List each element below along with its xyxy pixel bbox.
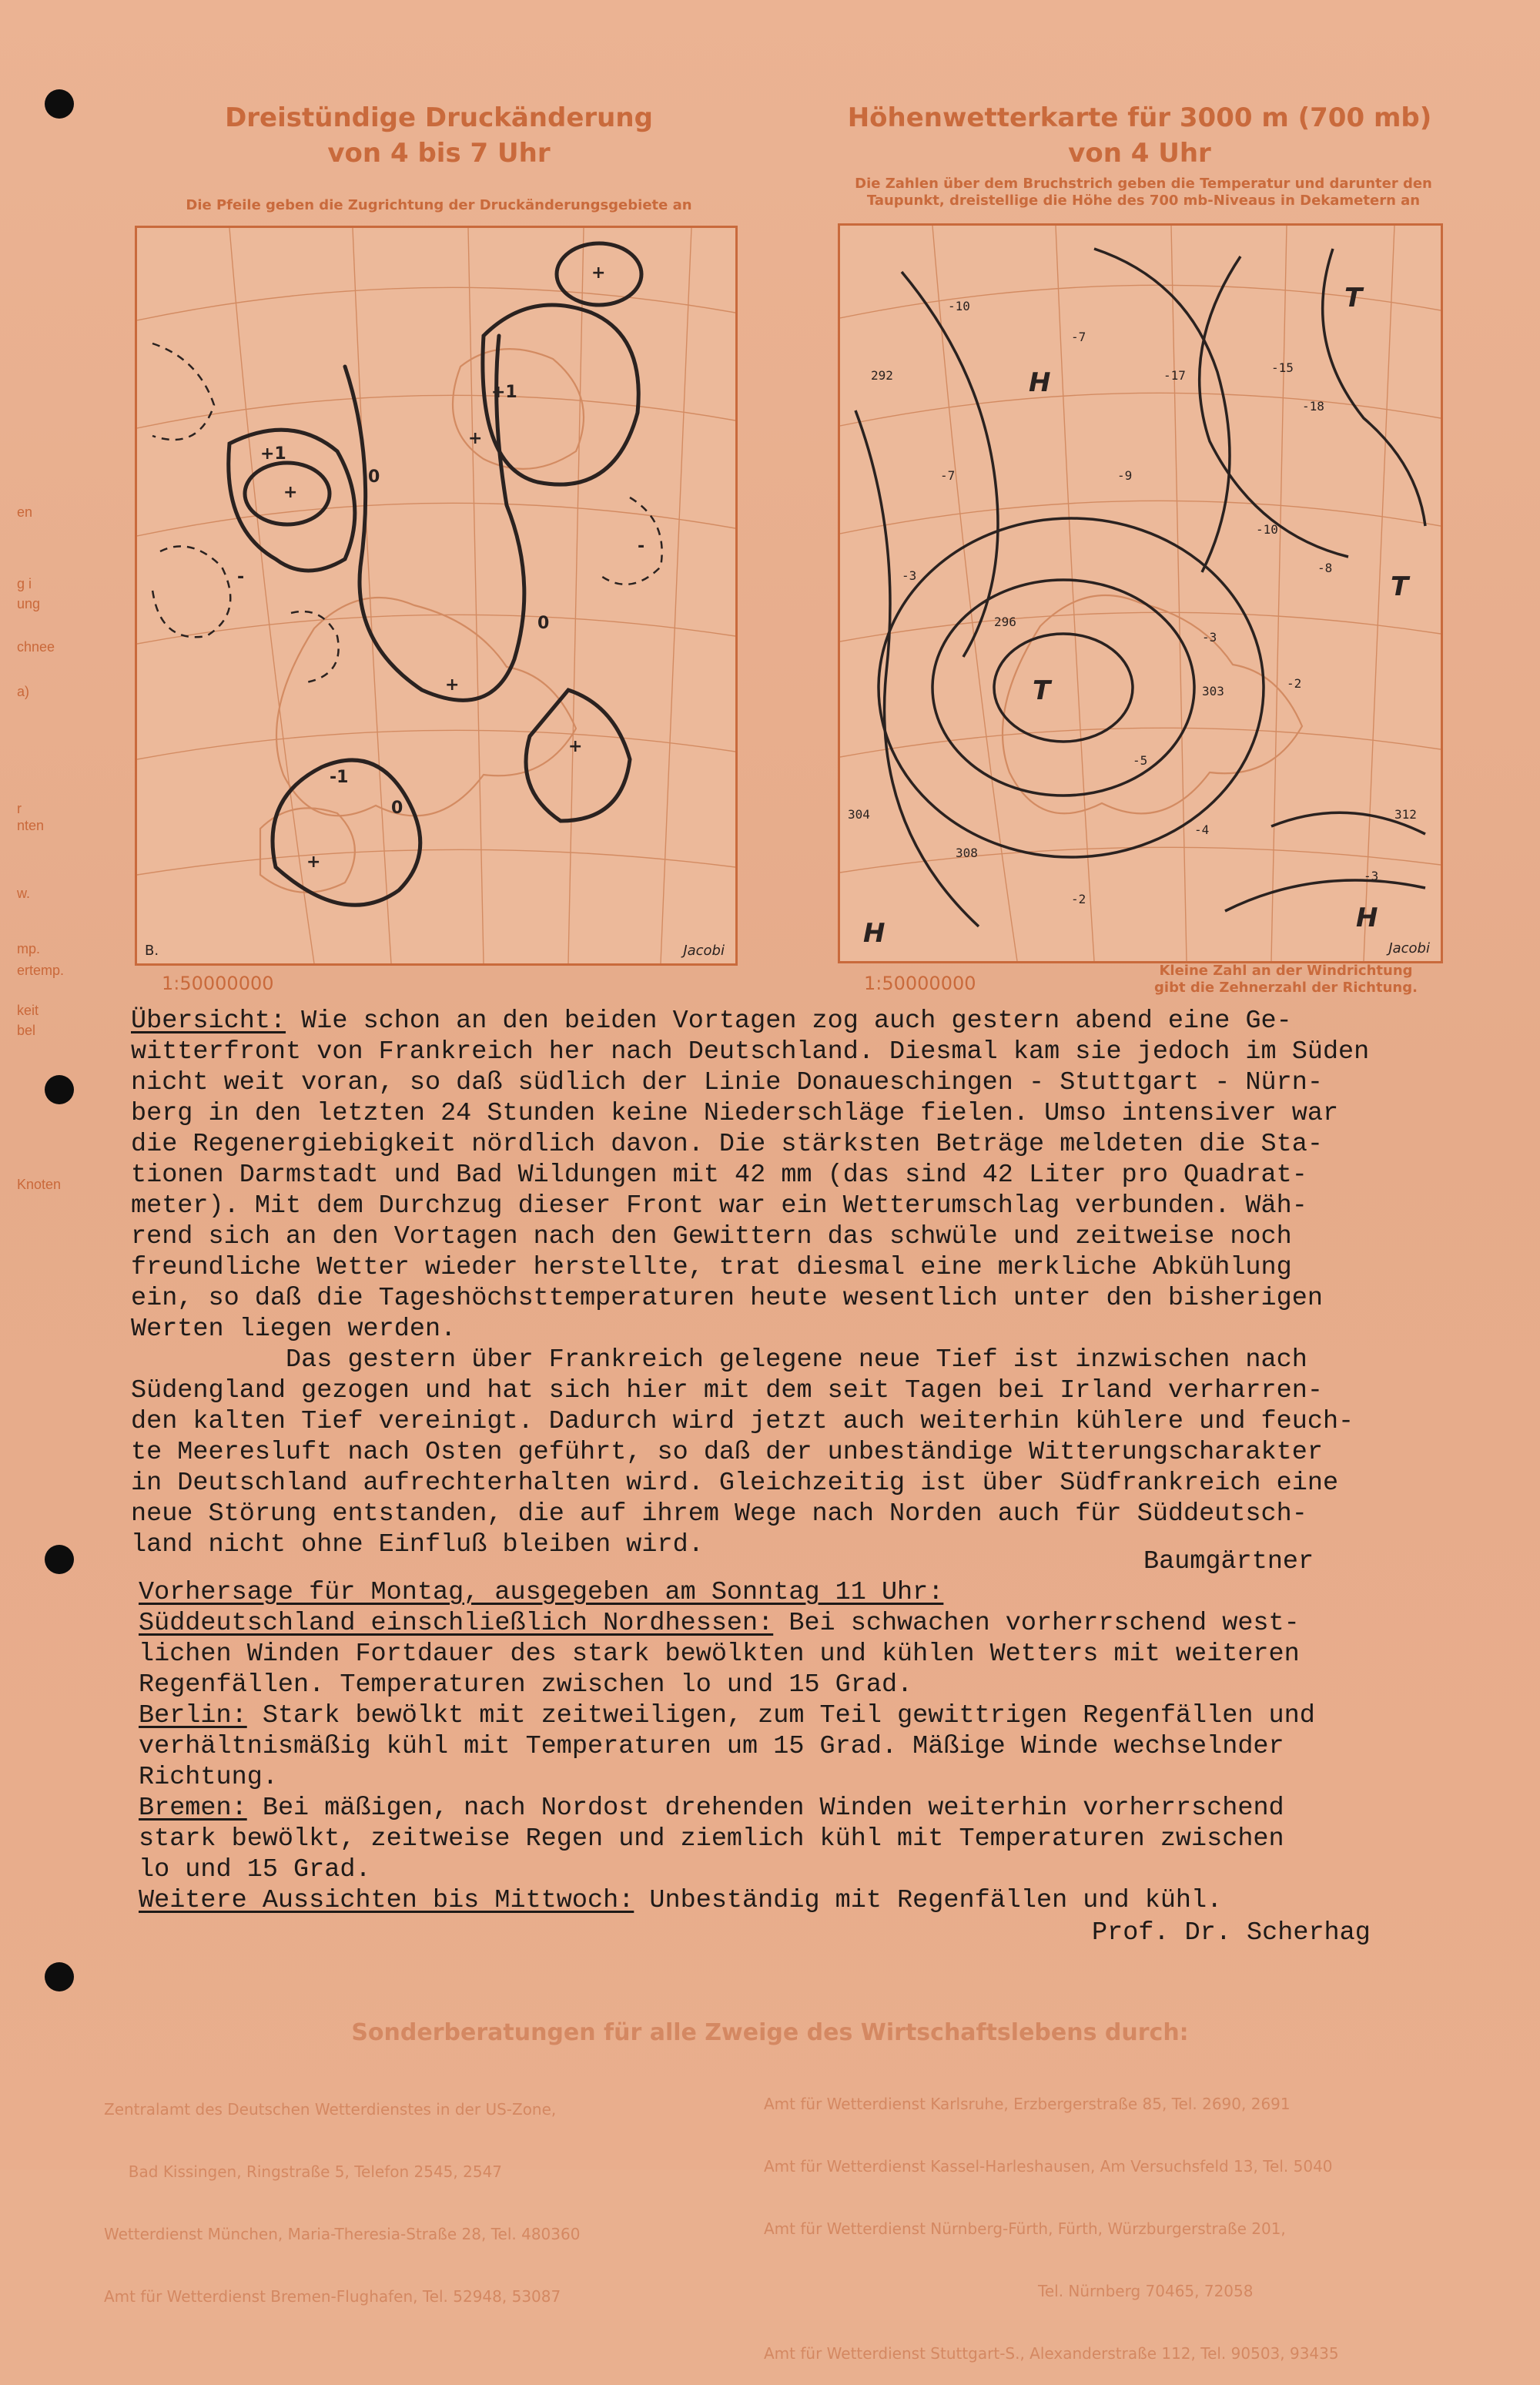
punch-hole-2 (45, 1075, 74, 1104)
right-map-subtitle-line2: Taupunkt, dreistellige die Höhe des 700 mb-Niveaus in Dekametern an (866, 193, 1421, 209)
svg-text:296: 296 (994, 615, 1016, 629)
south-text: Bei schwachen vorherrschend west- (773, 1609, 1300, 1638)
margin-fragment: ung (17, 596, 41, 611)
svg-text:T: T (1344, 283, 1363, 313)
bremen-text: Bei mäßigen, nach Nordost drehenden Winden weiterhin vorherrschend (246, 1794, 1284, 1823)
svg-text:-10: -10 (1256, 522, 1278, 537)
margin-fragment: bel (17, 1023, 36, 1038)
bremen-label: Bremen: (139, 1794, 247, 1823)
footer-address: Bad Kissingen, Ringstraße 5, Telefon 2545, 2547 (104, 2162, 503, 2181)
svg-text:-17: -17 (1163, 368, 1186, 383)
body-line: meter). Mit dem Durchzug dieser Front war ein Wetterumschlag verbunden. Wäh- (131, 1191, 1307, 1221)
svg-text:-: - (638, 537, 645, 556)
svg-text:312: 312 (1394, 807, 1417, 822)
body-line: rend sich an den Vortagen nach den Gewittern das schwüle und zeitweise noch (131, 1222, 1292, 1251)
svg-text:+: + (283, 483, 298, 502)
outlook-label: Weitere Aussichten bis Mittwoch: (139, 1886, 634, 1915)
overview-label: Übersicht: (131, 1007, 286, 1036)
right-map-subtitle (835, 176, 1451, 209)
body-line: neue Störung entstanden, die auf ihrem Wege nach Norden auch für Süddeutsch- (131, 1499, 1307, 1529)
svg-text:308: 308 (956, 846, 978, 860)
berlin-label: Berlin: (139, 1701, 247, 1730)
footer-heading: Sonderberatungen für alle Zweige des Wirtschaftslebens durch: (351, 2019, 1189, 2046)
punch-hole-1 (45, 89, 74, 119)
margin-fragment: nten (17, 818, 45, 833)
svg-text:292: 292 (871, 368, 893, 383)
svg-text:-18: -18 (1302, 399, 1324, 414)
body-line: nicht weit voran, so daß südlich der Linie Donaueschingen - Stuttgart - Nürn- (131, 1068, 1323, 1097)
margin-fragment: ertemp. (17, 963, 65, 978)
berlin-text: Stark bewölkt mit zeitweiligen, zum Teil gewittrigen Regenfällen und (246, 1701, 1315, 1730)
left-map-title-line1: Dreistündige Druckänderung (225, 102, 653, 133)
svg-text:-3: -3 (1202, 630, 1217, 645)
punch-hole-3 (45, 1545, 74, 1574)
footer-left-column (104, 2058, 580, 2328)
svg-text:304: 304 (848, 807, 870, 822)
margin-fragment: keit (17, 1003, 39, 1018)
left-map-title (135, 100, 743, 171)
overview-text: Wie schon an den beiden Vortagen zog auch gestern abend eine Ge- (286, 1007, 1292, 1036)
footer-address: Tel. Nürnberg 70465, 72058 (764, 2282, 1254, 2300)
body-line: freundliche Wetter wieder herstellte, trat diesmal eine merkliche Abkühlung (131, 1253, 1292, 1282)
outlook-line (139, 1885, 1540, 1916)
body-line: land nicht ohne Einfluß bleiben wird. (131, 1530, 704, 1559)
body-line: lichen Winden Fortdauer des stark bewölkten und kühlen Wetters mit weiteren (139, 1640, 1300, 1669)
body-line: Das gestern über Frankreich gelegene neue Tief ist inzwischen nach (131, 1345, 1307, 1375)
left-map-signature: Jacobi (683, 943, 725, 959)
svg-text:-4: -4 (1194, 822, 1210, 837)
body-line: berg in den letzten 24 Stunden keine Niederschläge fielen. Umso intensiver war (131, 1099, 1339, 1128)
footer-address: Wetterdienst München, Maria-Theresia-Straße 28, Tel. 480360 (104, 2225, 581, 2243)
svg-text:-10: -10 (948, 299, 970, 313)
body-line: te Meeresluft nach Osten geführt, so daß der unbeständige Witterungscharakter (131, 1438, 1323, 1467)
body-line: Richtung. (139, 1763, 278, 1792)
svg-text:H: H (863, 918, 886, 949)
svg-text:-: - (237, 568, 245, 587)
body-line: den kalten Tief vereinigt. Dadurch wird jetzt auch weiterhin kühlere und feuch- (131, 1407, 1354, 1436)
svg-text:0: 0 (537, 614, 550, 633)
svg-text:+: + (591, 263, 606, 283)
svg-text:0: 0 (391, 799, 403, 818)
svg-text:+1: +1 (260, 444, 286, 464)
right-map-subtitle-line1: Die Zahlen über dem Bruchstrich geben die Temperatur und darunter den (855, 176, 1432, 192)
south-label: Süddeutschland einschließlich Nordhessen: (139, 1609, 774, 1638)
pressure-change-map (135, 226, 738, 966)
svg-text:T: T (1033, 675, 1051, 706)
right-map-wind-note (1124, 963, 1448, 997)
body-line: die Regenergiebigkeit nördlich davon. Die stärksten Beträge meldeten die Sta- (131, 1130, 1323, 1159)
body-line: ein, so daß die Tageshöchsttemperaturen heute wesentlich unter den bisherigen (131, 1284, 1323, 1313)
body-line: verhältnismäßig kühl mit Temperaturen um 15 Grad. Mäßige Winde wechselnder (139, 1732, 1284, 1761)
body-line: lo und 15 Grad. (139, 1855, 371, 1884)
footer-right-column (764, 2052, 1339, 2385)
right-map-wind-note-line1: Kleine Zahl an der Windrichtung (1159, 963, 1413, 979)
body-line: Regenfällen. Temperaturen zwischen lo und 15 Grad. (139, 1670, 913, 1700)
svg-text:T: T (1391, 571, 1409, 602)
footer-address: Amt für Wetterdienst Bremen-Flughafen, Tel. 52948, 53087 (104, 2287, 561, 2306)
forecast-heading-text: Vorhersage für Montag, ausgegeben am Sonntag 11 Uhr: (139, 1578, 944, 1607)
left-map-scale: 1:50000000 (162, 973, 274, 994)
svg-text:0: 0 (368, 467, 380, 487)
author-baumgaertner: Baumgärtner (1143, 1547, 1314, 1576)
right-map-signature: Jacobi (1388, 940, 1430, 956)
body-line: Werten liegen werden. (131, 1315, 457, 1344)
punch-hole-4 (45, 1962, 74, 1991)
body-line: tionen Darmstadt und Bad Wildungen mit 42 mm (das sind 42 Liter pro Quadrat- (131, 1161, 1307, 1190)
left-map-title-line2: von 4 bis 7 Uhr (327, 138, 551, 169)
svg-text:+: + (306, 853, 321, 872)
svg-text:-8: -8 (1317, 561, 1333, 575)
right-map-scale: 1:50000000 (864, 973, 976, 994)
margin-fragment: Knoten (17, 1177, 62, 1192)
svg-text:+: + (568, 737, 583, 756)
svg-text:-9: -9 (1117, 468, 1133, 483)
svg-text:-7: -7 (940, 468, 956, 483)
svg-text:-2: -2 (1287, 676, 1302, 691)
svg-text:-2: -2 (1071, 892, 1086, 906)
svg-text:+1: +1 (491, 383, 517, 402)
outlook-text: Unbeständig mit Regenfällen und kühl. (634, 1886, 1223, 1915)
bremen-first-line (139, 1793, 1540, 1824)
left-map-subtitle: Die Pfeile geben die Zugrichtung der Druckänderungsgebiete an (186, 197, 692, 213)
right-map-title-line2: von 4 Uhr (1068, 138, 1211, 169)
svg-text:303: 303 (1202, 684, 1224, 698)
svg-text:-1: -1 (330, 768, 349, 787)
author-scherhag: Prof. Dr. Scherhag (1092, 1918, 1371, 1948)
margin-fragment: g i (17, 576, 32, 591)
svg-text:-3: -3 (1364, 869, 1379, 883)
right-map-title-line1: Höhenwetterkarte für 3000 m (700 mb) (847, 102, 1432, 133)
svg-text:-3: -3 (902, 568, 917, 583)
footer-address: Amt für Wetterdienst Nürnberg-Fürth, Fürth, Würzburgerstraße 201, (764, 2219, 1286, 2238)
margin-fragment: mp. (17, 941, 41, 956)
overview-first-line (131, 1006, 1540, 1037)
footer-address: Zentralamt des Deutschen Wetterdienstes in der US-Zone, (104, 2100, 557, 2119)
svg-text:+: + (445, 675, 460, 695)
body-line: witterfront von Frankreich her nach Deutschland. Diesmal kam sie jedoch im Süden (131, 1037, 1370, 1067)
margin-fragment: a) (17, 684, 30, 699)
svg-text:-15: -15 (1271, 360, 1294, 375)
body-line: in Deutschland aufrechterhalten wird. Gleichzeitig ist über Südfrankreich eine (131, 1469, 1339, 1498)
upper-air-map-drawing (840, 226, 1441, 961)
footer-address: Amt für Wetterdienst Kassel-Harleshausen, Am Versuchsfeld 13, Tel. 5040 (764, 2157, 1333, 2176)
upper-air-map (838, 223, 1443, 963)
forecast-heading (139, 1577, 1540, 1608)
margin-fragment: chnee (17, 639, 55, 655)
footer-address: Amt für Wetterdienst Karlsruhe, Erzbergerstraße 85, Tel. 2690, 2691 (764, 2095, 1291, 2113)
body-line: stark bewölkt, zeitweise Regen und ziemlich kühl mit Temperaturen zwischen (139, 1824, 1284, 1854)
footer-address: Amt für Wetterdienst Stuttgart-S., Alexanderstraße 112, Tel. 90503, 93435 (764, 2344, 1339, 2363)
margin-fragment: w. (17, 886, 31, 901)
svg-text:-5: -5 (1133, 753, 1148, 768)
svg-text:H: H (1356, 903, 1378, 933)
right-map-wind-note-line2: gibt die Zehnerzahl der Richtung. (1154, 980, 1418, 996)
margin-fragment: en (17, 504, 33, 520)
svg-text:+: + (468, 429, 483, 448)
margin-fragment: r (17, 801, 22, 816)
svg-text:H: H (1029, 367, 1051, 398)
south-first-line (139, 1608, 1540, 1639)
left-map-corner-label: B. (145, 943, 159, 959)
berlin-first-line (139, 1700, 1540, 1731)
body-line: Südengland gezogen und hat sich hier mit dem seit Tagen bei Irland verharren- (131, 1376, 1323, 1405)
pressure-change-map-drawing (137, 228, 735, 963)
right-map-title (835, 100, 1444, 171)
svg-text:-7: -7 (1071, 330, 1086, 344)
